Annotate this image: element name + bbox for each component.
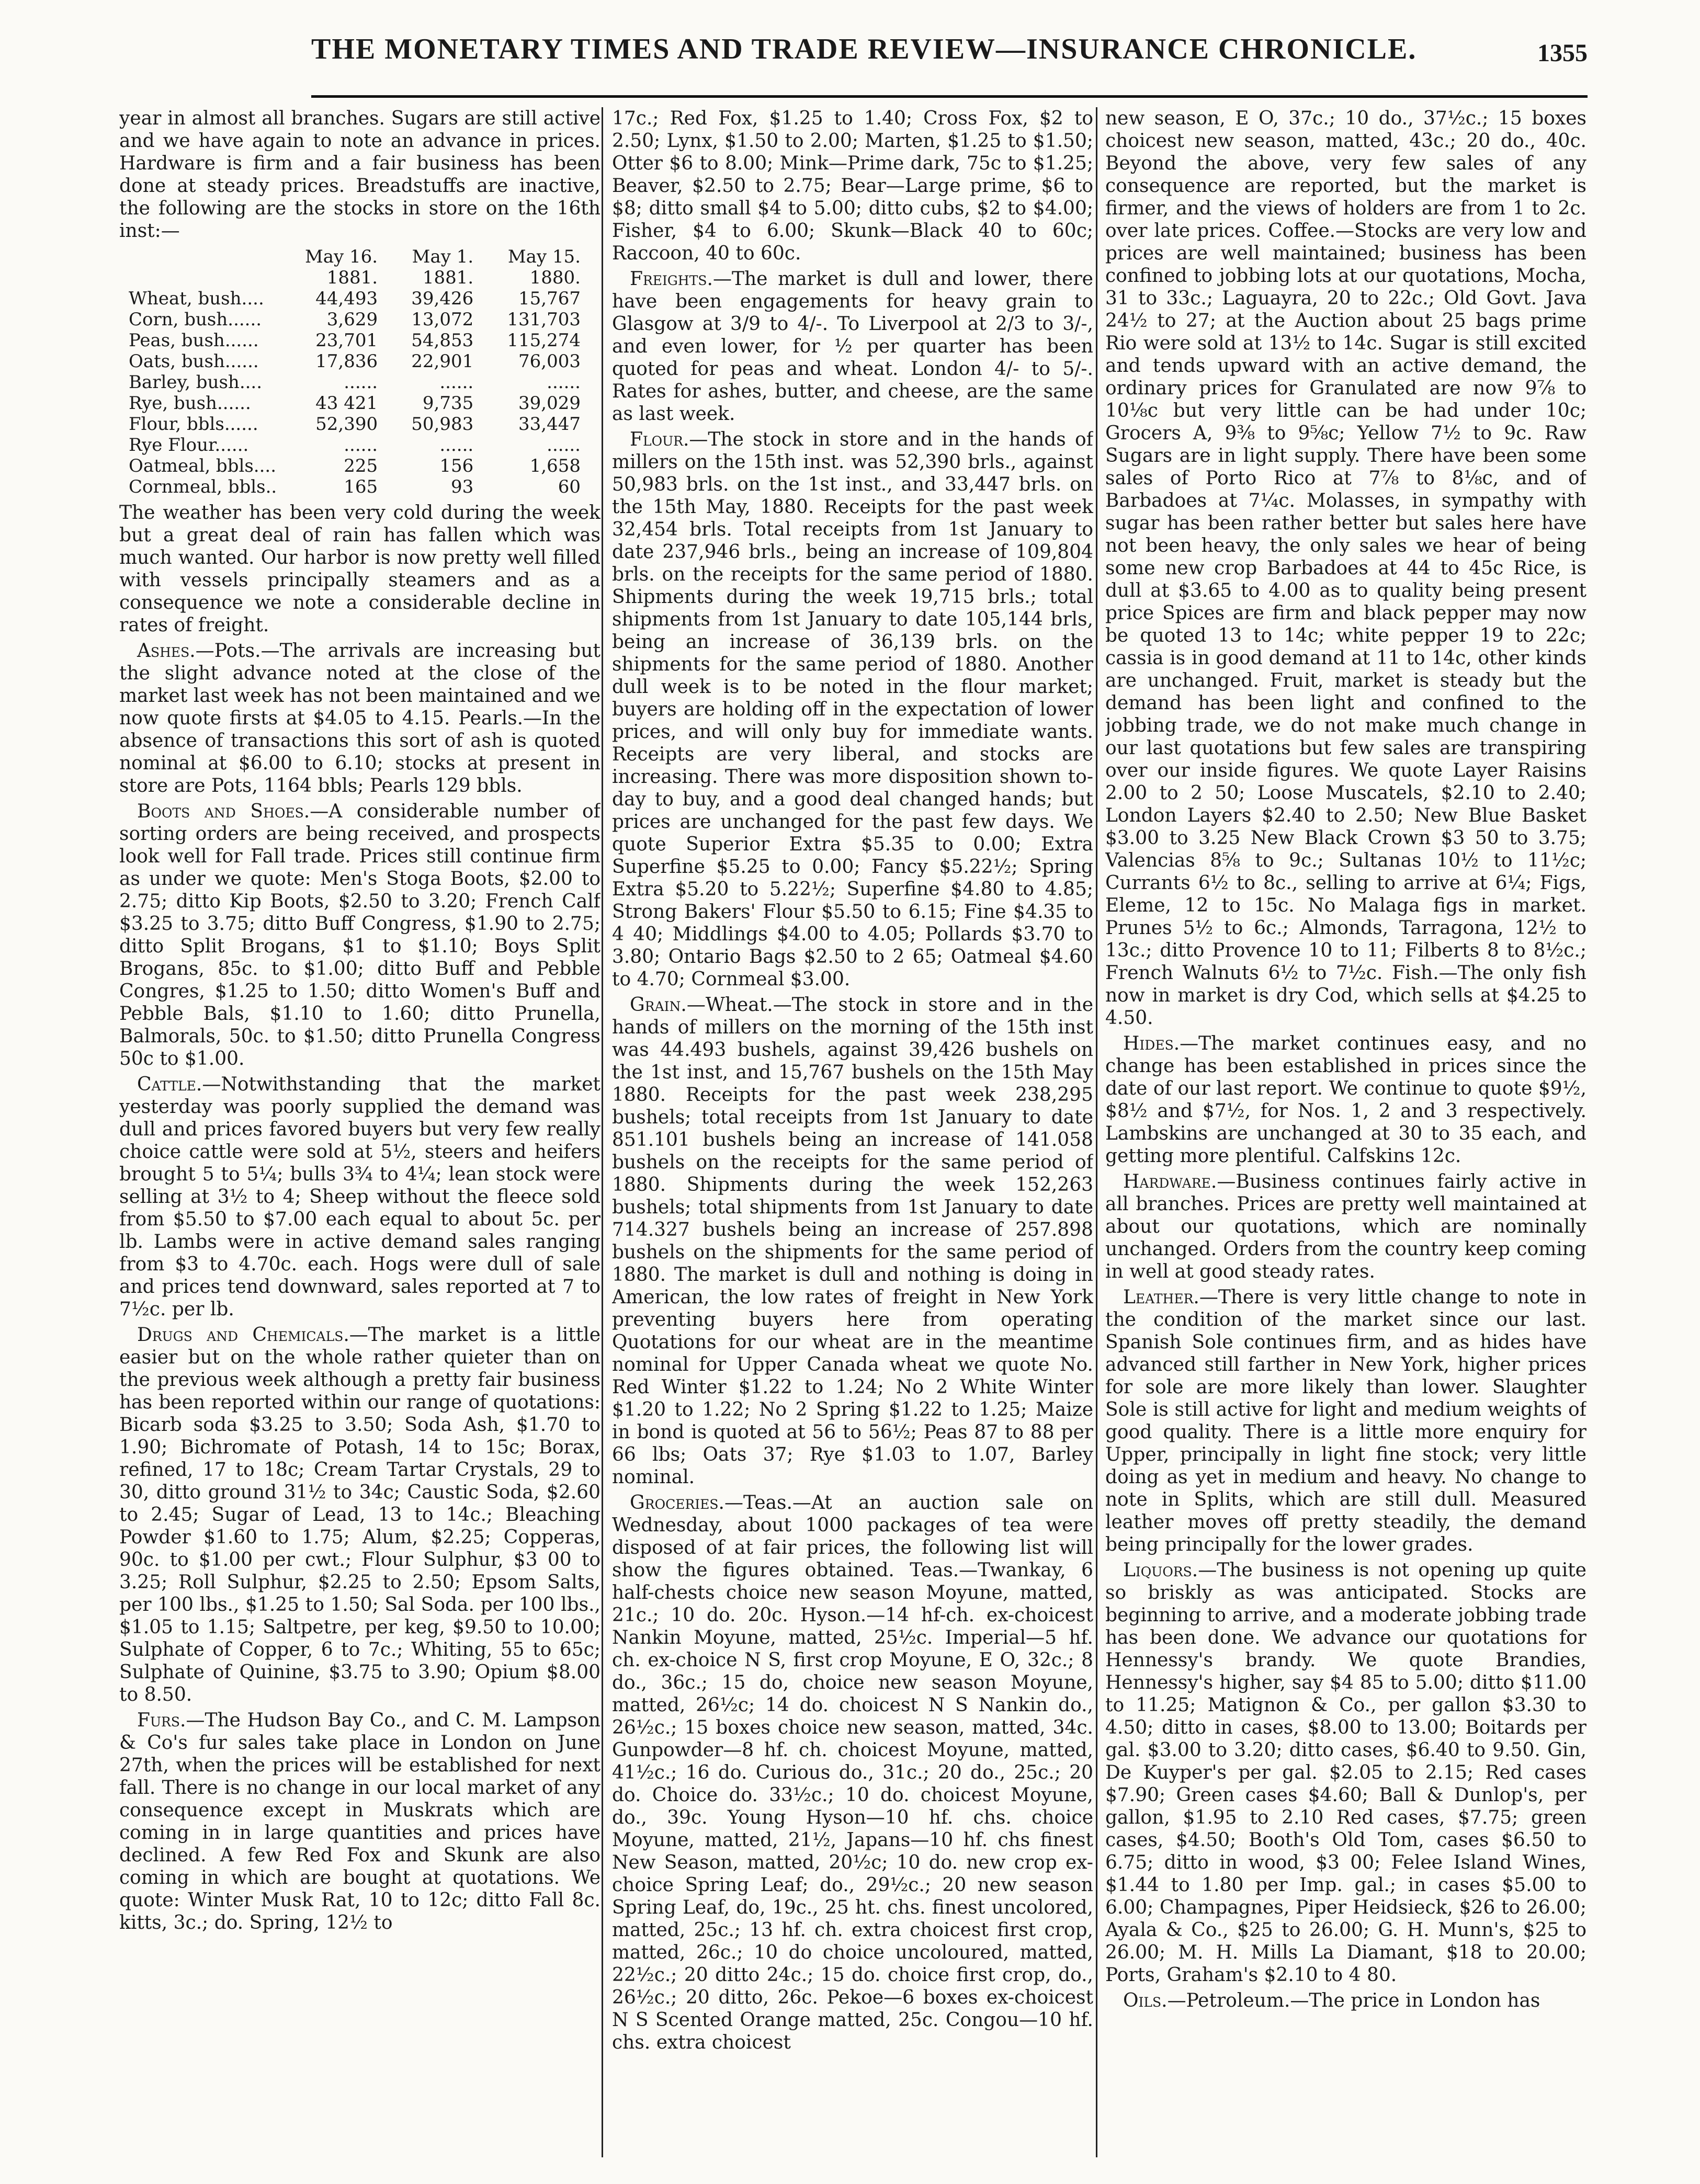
section-body: —Teas.—At an auction sale on Wednesday, about 1000 packages of tea were disposed of at fair prices, the following list will show the figures obtained. Teas.—Twankay, 6 half-chests choice new season Moyune, matted, 21c.; 10 do. 20c. Hyson.—14 hf-ch. ex-choicest Nankin Moyune, matted, 25½c. Imperial—5 hf. ch. ex-choice N S, first crop Moyune, E O, 32c.; 8 do., 36c.; 15 do, choice new season Moyune, matted, 26½c; 14 do. choicest N S Nankin do., 26½c.; 15 boxes choice new season, matted, 34c. Gunpowder—8 hf. ch. choicest Moyune, matted, 41½c.; 16 do. Curious do., 31c.; 20 do., 25c.; 20 do. Choice do. 33½c.; 10 do. choicest Moyune, do., 39c. Young Hyson—10 hf. chs. choice Moyune, matted, 21½, Japans—10 hf. chs finest New Season, matted, 20½c; 10 do. new crop ex-choice Spring Leaf; do., 29½c.; 20 new season Spring Leaf, do, 19c., 25 ht. chs. finest uncolored, matted, 25c.; 13 hf. ch. extra choicest first crop, matted, 26c.; 10 do choice uncoloured, matted, 22½c.; 20 ditto 24c.; 15 do. choice first crop, do., 26½c.; 20 ditto, 26c. Pekoe—6 boxes ex-choicest N S Scented Orange matted, 25c. Congou—10 hf. chs. extra choicest [612,1492,1093,2053]
table-cell: 13,072 [411,309,474,330]
section-heading: Oils. [1123,1990,1168,2011]
column-right [1105,107,1586,2173]
stocks-table [124,246,585,497]
table-cell: Rye Flour...... [129,435,249,456]
page-title: THE MONETARY TIMES AND TRADE REVIEW—INSURANCE CHRONICLE. [311,33,1417,65]
table-cell: 115,274 [507,330,581,351]
table-cell: ...... [344,435,378,456]
section-heading: Freights. [630,268,713,290]
section-heading: Hides. [1123,1033,1180,1054]
groceries-section [612,1492,1093,2054]
table-cell: Flour, bbls...... [129,414,258,435]
section-heading: Cattle. [137,1074,202,1095]
section-body: —Notwithstanding that the market yesterday was poorly supplied the demand was dull and prices favored buyers but very few really choice cattle were sold at 5½, steers and heifers brought 5 to 5¼; bulls 3¾ to 4¼; lean stock were selling at 3½ to 4; Sheep without the fleece sold from $5.50 to $7.00 each equal to about 5c. per lb. Lambs were in active demand sales ranging from $3 to 4.70c. each. Hogs were dull of sale and prices tend downward, sales reported at 7 to 7½c. per lb. [119,1074,600,1320]
table-row [124,351,585,372]
table-cell: 50,983 [411,414,474,435]
cattle-section [119,1073,600,1321]
section-body: —There is very little change to note in the condition of the market since our last. Spanish Sole continues firm, and as hides have advanced still farther in New York, higher prices for sole are more likely than lower. Slaughter Sole is still active for light and medium weights of good quality. There is a little more enquiry for Upper, principally in light fine stock; very little doing as yet in medium and heavy. No change to note in Splits, which are still dull. Measured leather moves off pretty steadily, the demand being principally for the lower grades. [1105,1287,1586,1555]
table-row [124,372,585,393]
table-cell: ...... [439,372,474,393]
table-cell: Rye, bush...... [129,393,251,414]
column-left [119,107,600,2173]
leather-section [1105,1286,1586,1556]
section-body: —The Hudson Bay Co., and C. M. Lampson & Co's fur sales take place in London on June 27th, when the prices will be established for next fall. There is no change in our local market of any consequence except in Muskrats which are coming in in large quantities and prices have declined. A few Red Fox and Skunk are also coming in which are bought at quotations. We quote: Winter Musk Rat, 10 to 12c; ditto Fall 8c. kitts, 3c.; do. Spring, 12½ to [119,1710,600,1933]
section-body: —The market continues easy, and no change has been established in prices since the date of our last report. We continue to quote $9½, $8½ and $7½, for Nos. 1, 2 and 3 respectively. Lambskins are unchanged at 30 to 35 each, and getting more plentiful. Calfskins 12c. [1105,1033,1586,1167]
section-body: —The business is not opening up quite so briskly as was anticipated. Stocks are beginning to arrive, and a moderate jobbing trade has been done. We advance our quotations for Hennessy's brandy. We quote Brandies, Hennessy's higher, say $4 85 to 5.00; ditto $11.00 to 11.25; Matignon & Co., per gallon $3.30 to 4.50; ditto in cases, $8.00 to 13.00; Boitards per gal. $3.00 to 3.20; ditto cases, $6.40 to 9.50. Gin, De Kuyper's per gal. $2.05 to 2.15; Red cases $7.90; Green cases $4.60; Ball & Dunlop's, per gallon, $1.95 to 2.10 Red cases, $7.75; green cases, $4.50; Booth's Old Tom, cases $6.50 to 6.75; ditto in wood, $3 00; Felee Island Wines, $1.44 to 1.80 per Imp. gal.; in cases $5.00 to 6.00; Champagnes, Piper Heidsieck, $26 to 26.00; Ayala & Co., $25 to 26.00; G. H. Munn's, $25 to 26.00; M. H. Mills La Diamant, $18 to 20.00; Ports, Graham's $2.10 to 4 80. [1105,1560,1586,1986]
table-cell: Corn, bush...... [129,309,262,330]
table-cell: 43 421 [315,393,378,414]
table-cell: 93 [450,476,474,497]
column-divider [1096,107,1097,2157]
table-row [124,414,585,435]
table-cell: Cornmeal, bbls.. [129,476,277,497]
table-row [124,330,585,351]
table-cell: 156 [439,456,474,476]
section-heading: Grain. [630,994,687,1016]
section-body: —The market is a little easier but on the whole rather quieter than on the previous week although a pretty fair business has been reported within our range of quotations: Bicarb soda $3.25 to 3.50; Soda Ash, $1.70 to 1.90; Bichromate of Potash, 14 to 15c; Borax, refined, 17 to 18c; Cream Tartar Crystals, 29 to 30, ditto ground 31½ to 34c; Caustic Soda, $2.60 to 2.45; Sugar of Lead, 13 to 14c.; Bleaching Powder $1.60 to 1.75; Alum, $2.25; Copperas, 90c. to $1.00 per cwt.; Flour Sulphur, $3 00 to 3.25; Roll Sulphur, $2.25 to 2.50; Epsom Salts, per 100 lbs., $1.25 to 1.50; Sal Soda. per 100 lbs., $1.05 to 1.15; Saltpetre, per keg, $9.50 to 10.00; Sulphate of Copper, 6 to 7c.; Whiting, 55 to 65c; Sulphate of Quinine, $3.75 to 3.90; Opium $8.00 to 8.50. [119,1324,600,1705]
section-heading: Leather. [1123,1287,1199,1308]
oils-section [1105,1989,1586,2012]
groceries-continued: new season, E O, 37c.; 10 do., 37½c.; 15 boxes choicest new season, matted, 43c.; 20 do., 40c. Beyond the above, very few sales of any consequence are reported, but the market is firmer, and the views of holders are from 1 to 2c. over late prices. Coffee.—Stocks are very low and prices are well maintained; business has been confined to jobbing lots at our quotations, Mocha, 31 to 33c.; Laguayra, 20 to 22c.; Old Govt. Java 24½ to 27; at the Auction about 25 bags prime Rio were sold at 13½ to 14c. Sugar is still excited and tends upward with an active demand, the ordinary prices for Granulated are now 9⅞ to 10⅛c but very little can be had under 10c; Grocers A, 9⅜ to 9⅝c; Yellow 7½ to 9c. Raw Sugars are in light supply. There have been some sales of Porto Rico at 7⅞ to 8⅛c, and of Barbadoes at 7¼c. Molasses, in sympathy with sugar has been rather better but sales here have not been heavy, the only sales we hear of being some new crop Barbadoes at 44 to 45c Rice, is dull at $3.65 to 4.00 as to quality being present price Spices are firm and black pepper may now be quoted 13 to 14c; white pepper 19 to 22c; cassia is in good demand at 11 to 14c, other kinds are unchanged. Fruit, market is steady but the demand has been light and confined to the jobbing trade, we do not make much change in our last quotations but few sales are transpiring over our inside figures. We quote Layer Raisins 2.00 to 2 50; Loose Muscatels, $2.10 to 2.40; London Layers $2.40 to 2.50; New Blue Basket $3.00 to 3.25 New Black Crown $3 50 to 3.75; Valencias 8⅝ to 9c.; Sultanas 10½ to 11½c; Currants 6½ to 8c., selling to arrive at 6¼; Figs, Eleme, 12 to 15c. No Malaga figs in market. Prunes 5½ to 6c.; Almonds, Tarragona, 12½ to 13c.; ditto Provence 10 to 11; Filberts 8 to 8½c.; French Walnuts 6½ to 7½c. Fish.—The only fish now in market is dry Cod, which sells at $4.25 to 4.50. [1105,108,1586,1029]
section-heading: Ashes. [137,640,196,662]
table-cell: Barley, bush.... [129,372,263,393]
table-cell: 3,629 [326,309,378,330]
column-middle [612,107,1093,2173]
table-header-cell [124,246,281,288]
table-cell: 15,767 [518,288,581,309]
hardware-section [1105,1170,1586,1283]
table-cell: 1,658 [529,456,581,476]
section-body: —Wheat.—The stock in store and in the hands of millers on the morning of the 15th inst was 44.493 bushels, against 39,426 bushels on the 1st inst, and 15,767 bushels on the 15th May 1880. Receipts for the past week 238,295 bushels; total receipts from 1st January to date 851.101 bushels being an increase of 141.058 bushels on the receipts for the same period of 1880. Shipments during the week 152,263 bushels; total shipments from 1st January to date 714.327 bushels being an increase of 257.898 bushels on the shipments for the same period of 1880. The market is dull and nothing is doing in American, the low rates of freight in New York preventing buyers here from operating Quotations for our wheat are in the meantime nominal for Upper Canada wheat we quote No. Red Winter $1.22 to 1.24; No 2 White Winter $1.20 to 1.22; No 2 Spring $1.22 to 1.25; Maize in bond is quoted at 56 to 56½; Peas 87 to 88 per 66 lbs; Oats 37; Rye $1.03 to 1.07, Barley nominal. [612,994,1093,1488]
furs-section [119,1709,600,1934]
hides-section [1105,1032,1586,1167]
table-row [124,393,585,414]
section-body: —The market is dull and lower, there have been engagements for heavy grain to Glasgow at 3/9 to 4/-. To Liverpool at 2/3 to 3/-, and even lower, for ½ per quarter has been quoted for peas and wheat. London 4/- to 5/-. Rates for ashes, butter, and cheese, are the same as last week. [612,268,1093,425]
weather-paragraph: The weather has been very cold during the week but a great deal of rain has fallen which was much wanted. Our harbor is now pretty well filled with vessels principally steamers and as a consequence we note a considerable decline in rates of freight. [119,502,600,636]
column-divider [602,107,603,2157]
section-heading: Groceries. [630,1492,724,1514]
section-body: —Pots.—The arrivals are increasing but the slight advance noted at the close of the market last week has not been maintained and we now quote firsts at $4.05 to 4.15. Pearls.—In the absence of transactions this sort of ash is quoted nominal at $6.00 to 6.10; stocks at present in store are Pots, 1164 bbls; Pearls 129 bbls. [119,640,600,797]
table-cell: Peas, bush...... [129,330,259,351]
flour-section [612,428,1093,991]
table-cell: 165 [344,476,378,497]
table-header-cell: May 15. 1880. [507,246,581,288]
table-row [124,476,585,497]
table-cell: Wheat, bush.... [129,288,264,309]
section-heading: Flour. [630,429,689,450]
intro-paragraph: year in almost all branches. Sugars are still active and we have again to note an advance in prices. Hardware is firm and a fair business has been done at steady prices. Breadstuffs are inactive, the following are the stocks in store on the 16th inst:— [119,108,600,242]
table-cell: 131,703 [507,309,581,330]
furs-continued: 17c.; Red Fox, $1.25 to 1.40; Cross Fox, $2 to 2.50; Lynx, $1.50 to 2.00; Marten, $1.25 to $1.50; Otter $6 to 8.00; Mink—Prime dark, 75c to $1.25; Beaver, $2.50 to 2.75; Bear—Large prime, $6 to $8; ditto small $4 to 5.00; ditto cubs, $2 to $4.00; Fisher, $4 to 6.00; Skunk—Black 40 to 60c; Raccoon, 40 to 60c. [612,108,1093,264]
freights-section [612,268,1093,425]
table-cell: 54,853 [411,330,474,351]
table-cell: Oats, bush...... [129,351,259,372]
section-heading: Drugs and Chemicals. [137,1324,349,1346]
table-cell: Oatmeal, bbls.... [129,456,277,476]
table-cell: ...... [344,372,378,393]
table-header-cell: May 16. 1881. [304,246,378,288]
table-cell: 225 [344,456,378,476]
table-cell: 60 [558,476,581,497]
section-heading: Hardware. [1123,1171,1217,1192]
ashes-section [119,640,600,797]
table-cell: ...... [547,372,581,393]
section-body: —Petroleum.—The price in London has [1167,1990,1540,2011]
table-row [124,309,585,330]
section-heading: Liquors. [1123,1560,1198,1581]
table-row [124,435,585,456]
drugs-section [119,1324,600,1706]
table-header-cell: May 1. 1881. [412,246,474,288]
section-body: —The stock in store and in the hands of millers on the 15th inst. was 52,390 brls., against 50,983 brls. on the 1st inst., and 33,447 brls. on the 15th May, 1880. Receipts for the past week 32,454 brls. Total receipts from 1st January to date 237,946 brls., being an increase of 109,804 brls. on the receipts for the same period of 1880. Shipments during the week 19,715 brls.; total shipments from 1st January to date 105,144 brls, being an increase of 36,139 brls. on the shipments for the same period of 1880. Another dull week is to be noted in the flour market; buyers are holding off in the expectation of lower prices, and will only buy for immediate wants. Receipts are very liberal, and stocks are increasing. There was more disposition shown to-day to buy, and a good deal changed hands; but prices are unchanged for the past few days. We quote Superior Extra $5.35 to 0.00; Extra Superfine $5.25 to 0.00; Fancy $5.22½; Spring Extra $5.20 to 5.22½; Superfine $4.80 to 4.85; Strong Bakers' Flour $5.50 to 6.15; Fine $4.35 to 4 40; Middlings $4.00 to 4.05; Pollards $3.70 to 3.80; Ontario Bags $2.50 to 2 65; Oatmeal $4.60 to 4.70; Cornmeal $3.00. [612,429,1093,990]
section-body: —Business continues fairly active in all branches. Prices are pretty well maintained at about our quotations, which are nominally unchanged. Orders from the country keep coming in well at good steady rates. [1105,1171,1586,1282]
table-cell: 33,447 [518,414,581,435]
section-heading: Boots and Shoes. [137,801,310,822]
table-cell: 44,493 [315,288,378,309]
table-cell: 39,426 [411,288,474,309]
page-number: 1355 [1537,39,1588,67]
table-cell: 39,029 [518,393,581,414]
section-body: —A considerable number of sorting orders are being received, and prospects look well for Fall trade. Prices still continue firm as under we quote: Men's Stoga Boots, $2.00 to 2.75; ditto Kip Boots, $2.50 to 3.20; French Calf $3.25 to 3.75; ditto Buff Congress, $1.90 to 2.75; ditto Split Brogans, $1 to $1.10; Boys Split Brogans, 85c. to $1.00; ditto Buff and Pebble Congres, $1.25 to 1.50; ditto Women's Buff and Pebble Bals, $1.10 to 1.60; ditto Prunella, Balmorals, 50c. to $1.50; ditto Prunella Congress 50c to $1.00. [119,801,600,1070]
table-cell: 52,390 [315,414,378,435]
table-cell: 9,735 [422,393,474,414]
table-cell: 76,003 [518,351,581,372]
liquors-section [1105,1559,1586,1986]
table-cell: ...... [439,435,474,456]
boots-section [119,800,600,1070]
stocks-table-header [124,246,585,288]
table-cell: 17,836 [315,351,378,372]
table-cell: 22,901 [411,351,474,372]
table-cell: 23,701 [315,330,378,351]
table-cell: ...... [547,435,581,456]
page-header [311,32,1588,98]
table-row [124,456,585,476]
table-row [124,288,585,309]
grain-section [612,994,1093,1488]
section-heading: Furs. [137,1710,186,1731]
